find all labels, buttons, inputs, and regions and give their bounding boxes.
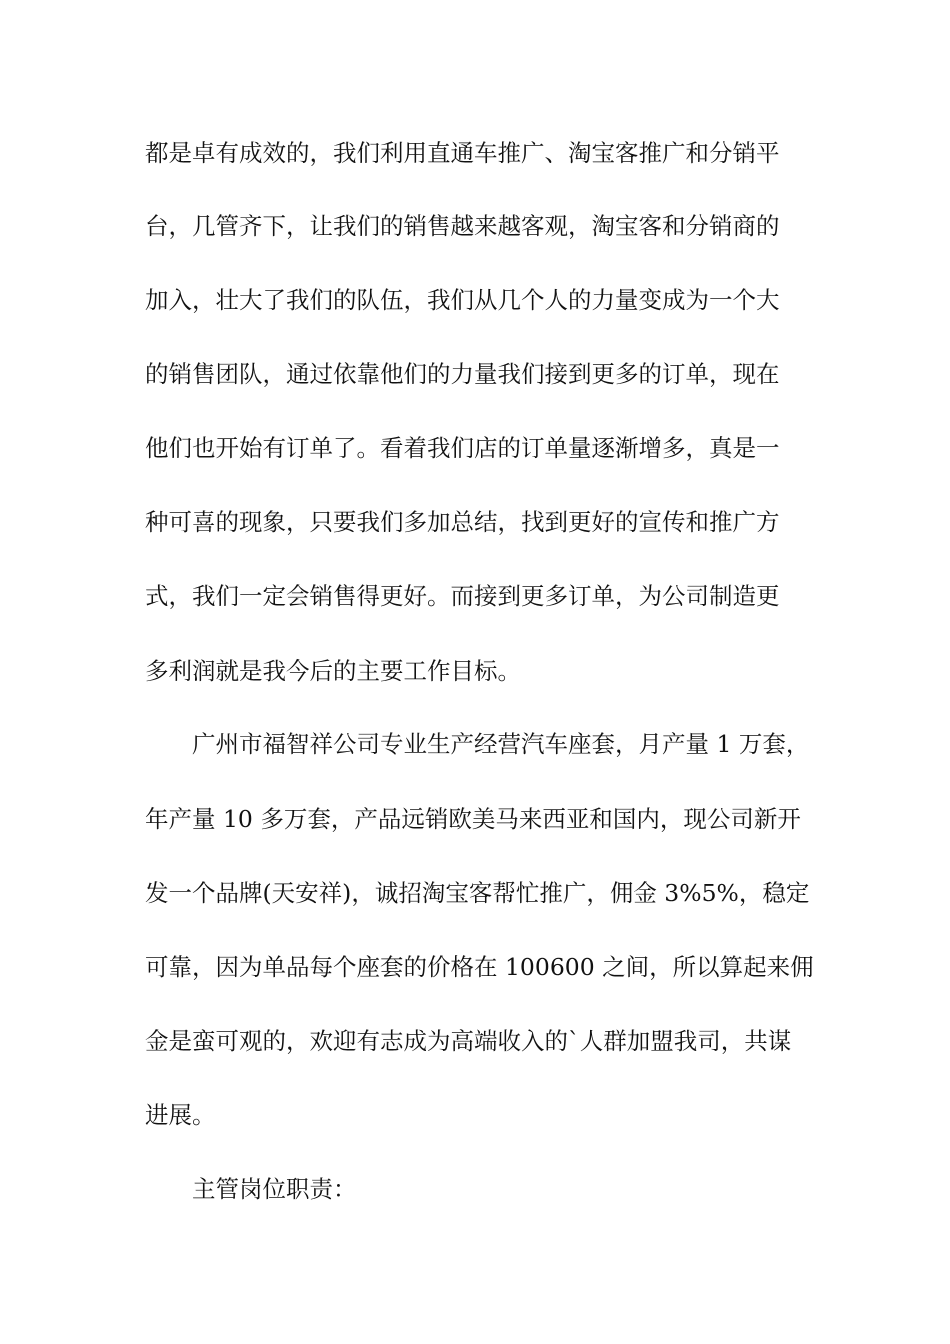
paragraph-1-line-3: 加入，壮大了我们的队伍，我们从几个人的力量变成为一个大 xyxy=(145,286,780,314)
section-heading-supervisor-duties: 主管岗位职责： xyxy=(192,1175,357,1203)
paragraph-2-line-5: 金是蛮可观的，欢迎有志成为高端收入的`人群加盟我司，共谋 xyxy=(145,1027,792,1055)
paragraph-2-line-1: 广州市福智祥公司专业生产经营汽车座套，月产量 1 万套， xyxy=(192,730,810,758)
paragraph-1-line-4: 的销售团队，通过依靠他们的力量我们接到更多的订单，现在 xyxy=(145,360,780,388)
paragraph-2-line-3: 发一个品牌(天安祥)，诚招淘宝客帮忙推广，佣金 3%5%，稳定 xyxy=(145,879,810,907)
paragraph-1-line-1: 都是卓有成效的，我们利用直通车推广、淘宝客推广和分销平 xyxy=(145,139,780,167)
paragraph-1-line-6: 种可喜的现象，只要我们多加总结，找到更好的宣传和推广方 xyxy=(145,508,780,536)
paragraph-2-line-2: 年产量 10 多万套，产品远销欧美马来西亚和国内，现公司新开 xyxy=(145,805,801,833)
paragraph-1-line-8: 多利润就是我今后的主要工作目标。 xyxy=(145,657,521,685)
paragraph-1-line-2: 台，几管齐下，让我们的销售越来越客观，淘宝客和分销商的 xyxy=(145,212,780,240)
paragraph-2-line-6: 进展。 xyxy=(145,1101,216,1129)
paragraph-1-line-7: 式，我们一定会销售得更好。而接到更多订单，为公司制造更 xyxy=(145,582,780,610)
paragraph-2-line-4: 可靠，因为单品每个座套的价格在 100600 之间，所以算起来佣 xyxy=(145,953,814,981)
paragraph-1-line-5: 他们也开始有订单了。看着我们店的订单量逐渐增多，真是一 xyxy=(145,434,780,462)
